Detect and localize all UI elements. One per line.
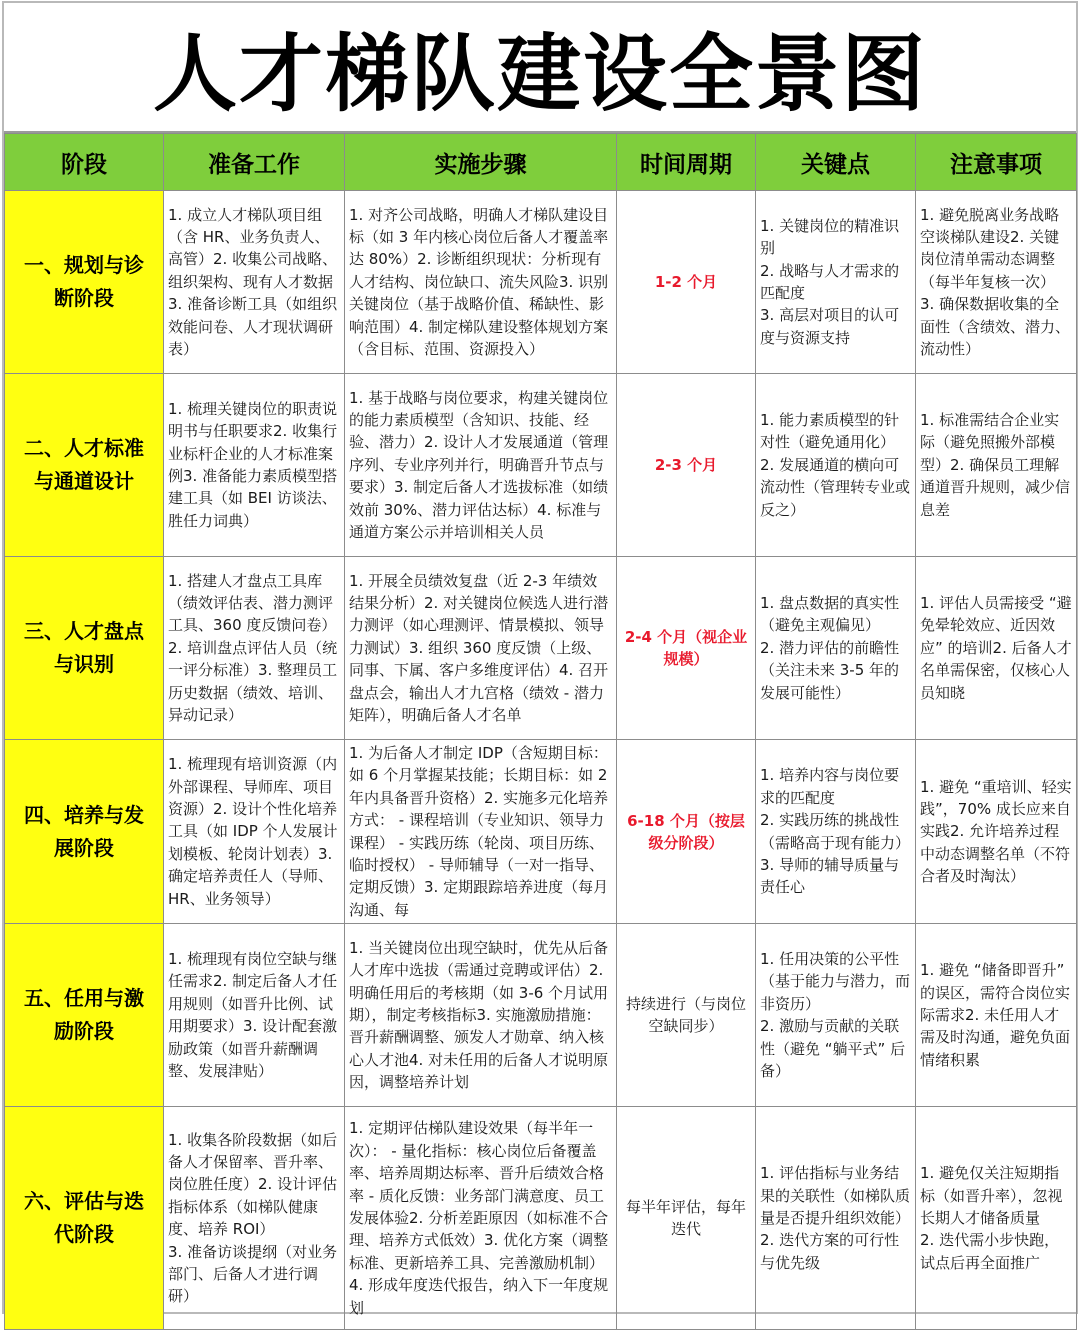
key-points-cell (756, 924, 916, 1107)
prep-cell (164, 374, 345, 557)
stage-cell-text: 二、人才标准与通道设计 (24, 436, 144, 493)
period-cell-text: 2-4 个月（视企业规模） (624, 628, 748, 668)
steps-cell (345, 740, 617, 924)
stage-cell-text: 四、培养与发展阶段 (24, 802, 144, 860)
prep-cell-text: 1. 成立人才梯队项目组（含 HR、业务负责人、高管）2. 收集公司战略、组织架构、现有人才数据3. 准备诊断工具（如组织效能问卷、人才现状调研表） (168, 205, 338, 359)
period-cell-text: 持续进行（与岗位空缺同步） (625, 995, 746, 1036)
notes-cell-text: 1. 评估人员需接受 “避免晕轮效应、近因效应” 的培训2. 后备人才名单需保密，仅核心人员知晓 (920, 593, 1072, 702)
steps-cell-text: 1. 对齐公司战略，明确人才梯队建设目标（如 3 年内核心岗位后备人才覆盖率达 80%）2. 诊断组织现状：分析现有人才结构、岗位缺口、流失风险3. 识别关键岗位（基于战略价值、稀缺性、影响范围）4. 制定梯队建设整体规划方案（含目标、范围、资源投入） (349, 205, 609, 359)
steps-cell (345, 924, 617, 1107)
pipeline-table (4, 133, 1077, 1330)
table-row (5, 374, 1077, 557)
table-row (5, 1107, 1077, 1330)
key-points-cell-text: 1. 培养内容与岗位要求的匹配度 2. 实践历练的挑战性（需略高于现有能力） 3. 导师的辅导质量与责任心 (760, 766, 911, 897)
prep-cell-text: 1. 搭建人才盘点工具库（绩效评估表、潜力测评工具、360 度反馈问卷）2. 培训盘点评估人员（统一评分标准）3. 整理员工历史数据（绩效、培训、异动记录） (168, 571, 338, 725)
table-body (5, 191, 1077, 1330)
notes-cell (916, 740, 1077, 924)
stage-cell-text: 六、评估与迭代阶段 (24, 1189, 144, 1247)
period-cell-text: 每半年评估，每年迭代 (625, 1198, 746, 1239)
period-cell (617, 557, 756, 740)
header-stage: 阶段 (5, 134, 164, 191)
period-cell-text: 2-3 个月 (654, 456, 718, 474)
notes-cell (916, 557, 1077, 740)
prep-cell-text: 1. 梳理现有岗位空缺与继任需求2. 制定后备人才任用规则（如晋升比例、试用期要求）3. 设计配套激励政策（如晋升薪酬调整、发展津贴） (168, 950, 338, 1081)
period-cell (617, 191, 756, 374)
header-notes: 注意事项 (916, 134, 1077, 191)
steps-cell-text: 1. 开展全员绩效复盘（近 2-3 年绩效结果分析）2. 对关键岗位候选人进行潜力测评（如心理测评、情景模拟、领导力测试）3. 组织 360 度反馈（上级、同事、下属、客户多维度评估）4. 召开盘点会，输出人才九宫格（绩效 - 潜力矩阵），明确后备人才名单 (349, 571, 609, 725)
notes-cell (916, 1107, 1077, 1330)
header-steps: 实施步骤 (345, 134, 617, 191)
notes-cell (916, 191, 1077, 374)
table-row (5, 740, 1077, 924)
key-points-cell-text: 1. 关键岗位的精准识别 2. 战略与人才需求的匹配度 3. 高层对项目的认可度与资源支持 (760, 216, 900, 347)
prep-cell (164, 557, 345, 740)
notes-cell-text: 1. 避免仅关注短期指标（如晋升率），忽视长期人才储备质量 2. 迭代需小步快跑，试点后再全面推广 (920, 1164, 1063, 1272)
period-cell (617, 740, 756, 924)
steps-cell-text: 1. 为后备人才制定 IDP（含短期目标：如 6 个月掌握某技能；长期目标：如 2 年内具备晋升资格）2. 实施多元化培养方式： - 课程培训（专业知识、领导力课程） - 实践历练（轮岗、项目历练、临时授权） - 导师辅导（一对一指导、定期反馈）3. 定期跟踪培养进度（每月沟通、每 (349, 744, 609, 919)
key-points-cell-text: 1. 评估指标与业务结果的关联性（如梯队质量是否提升组织效能） 2. 迭代方案的可行性与优先级 (760, 1164, 911, 1272)
prep-cell (164, 924, 345, 1107)
page-title: 人才梯队建设全景图 (4, 3, 1076, 133)
steps-cell (345, 1107, 617, 1330)
notes-cell-text: 1. 标准需结合企业实际（避免照搬外部模型）2. 确保员工理解通道晋升规则，减少信息差 (920, 410, 1071, 519)
key-points-cell-text: 1. 任用决策的公平性（基于能力与潜力，而非资历） 2. 激励与贡献的关联性（避免 “躺平式” 后备） (760, 950, 911, 1081)
key-points-cell (756, 191, 916, 374)
prep-cell (164, 1107, 345, 1330)
prep-cell (164, 740, 345, 924)
prep-cell (164, 191, 345, 374)
notes-cell-text: 1. 避免脱离业务战略空谈梯队建设2. 关键岗位清单需动态调整（每半年复核一次） 3. 确保数据收集的全面性（含绩效、潜力、流动性） (920, 205, 1071, 359)
period-cell-text: 1-2 个月 (654, 273, 718, 291)
table-row (5, 557, 1077, 740)
prep-cell-text: 1. 梳理关键岗位的职责说明书与任职要求2. 收集行业标杆企业的人才标准案例3. 准备能力素质模型搭建工具（如 BEI 访谈法、胜任力词典） (168, 399, 338, 530)
header-prep: 准备工作 (164, 134, 345, 191)
stage-cell (5, 374, 164, 557)
key-points-cell-text: 1. 能力素质模型的针对性（避免通用化） 2. 发展通道的横向可流动性（管理转专业或反之） (760, 410, 911, 519)
talent-pipeline-document (2, 1, 1078, 1317)
steps-cell (345, 557, 617, 740)
stage-cell (5, 557, 164, 740)
key-points-cell (756, 1107, 916, 1330)
period-cell (617, 924, 756, 1107)
key-points-cell (756, 740, 916, 924)
period-cell-text: 6-18 个月（按层级分阶段） (627, 811, 745, 852)
header-period: 时间周期 (617, 134, 756, 191)
table-header-row (5, 134, 1077, 191)
table-row (5, 924, 1077, 1107)
notes-cell (916, 374, 1077, 557)
key-points-cell-text: 1. 盘点数据的真实性（避免主观偏见） 2. 潜力评估的前瞻性（关注未来 3-5 年的发展可能性） (760, 593, 900, 702)
key-points-cell (756, 374, 916, 557)
period-cell (617, 374, 756, 557)
prep-cell-text: 1. 梳理现有培训资源（内外部课程、导师库、项目资源）2. 设计个性化培养工具（如 IDP 个人发展计划模板、轮岗计划表）3. 确定培养责任人（导师、HR、业务领导） (168, 755, 338, 908)
stage-cell-text: 一、规划与诊断阶段 (24, 253, 144, 310)
steps-cell (345, 191, 617, 374)
notes-cell (916, 924, 1077, 1107)
stage-cell (5, 740, 164, 924)
key-points-cell (756, 557, 916, 740)
prep-cell-text: 1. 收集各阶段数据（如后备人才保留率、晋升率、岗位胜任度）2. 设计评估指标体系（如梯队健康度、培养 ROI） 3. 准备访谈提纲（对业务部门、后备人才进行调研） (168, 1130, 338, 1306)
notes-cell-text: 1. 避免 “储备即晋升” 的误区，需符合岗位实际需求2. 未任用人才需及时沟通，避免负面情绪积累 (920, 961, 1071, 1069)
steps-cell-text: 1. 基于战略与岗位要求，构建关键岗位的能力素质模型（含知识、技能、经验、潜力）2. 设计人才发展通道（管理序列、专业序列并行，明确晋升节点与要求）3. 制定后备人才选拔标准（如绩效前 30%、潜力评估达标）4. 标准与通道方案公示并培训相关人员 (349, 388, 609, 542)
stage-cell-text: 五、任用与激励阶段 (24, 986, 144, 1044)
stage-cell (5, 924, 164, 1107)
notes-cell-text: 1. 避免 “重培训、轻实践”，70% 成长应来自实践2. 允许培养过程中动态调整名单（不符合者及时淘汰） (920, 777, 1072, 886)
steps-cell-text: 1. 当关键岗位出现空缺时，优先从后备人才库中选拔（需通过竞聘或评估）2. 明确任用后的考核期（如 3-6 个月试用期），制定考核指标3. 实施激励措施：晋升薪酬调整、颁发人才勋章、纳入核心人才池4. 对未任用的后备人才说明原因，调整培养计划 (349, 938, 609, 1092)
period-cell (617, 1107, 756, 1330)
stage-cell (5, 191, 164, 374)
stage-cell-text: 三、人才盘点与识别 (24, 619, 144, 676)
stage-cell (5, 1107, 164, 1330)
steps-cell-text: 1. 定期评估梯队建设效果（每半年一次）： - 量化指标：核心岗位后备覆盖率、培养周期达标率、晋升后绩效合格率 - 质化反馈：业务部门满意度、员工发展体验2. 分析差距原因（如标准不合理、培养方式低效）3. 优化方案（调整标准、更新培养工具、完善激励机制）4. 形成年度迭代报告，纳入下一年度规划 (349, 1119, 609, 1317)
header-key-points: 关键点 (756, 134, 916, 191)
steps-cell (345, 374, 617, 557)
table-row (5, 191, 1077, 374)
